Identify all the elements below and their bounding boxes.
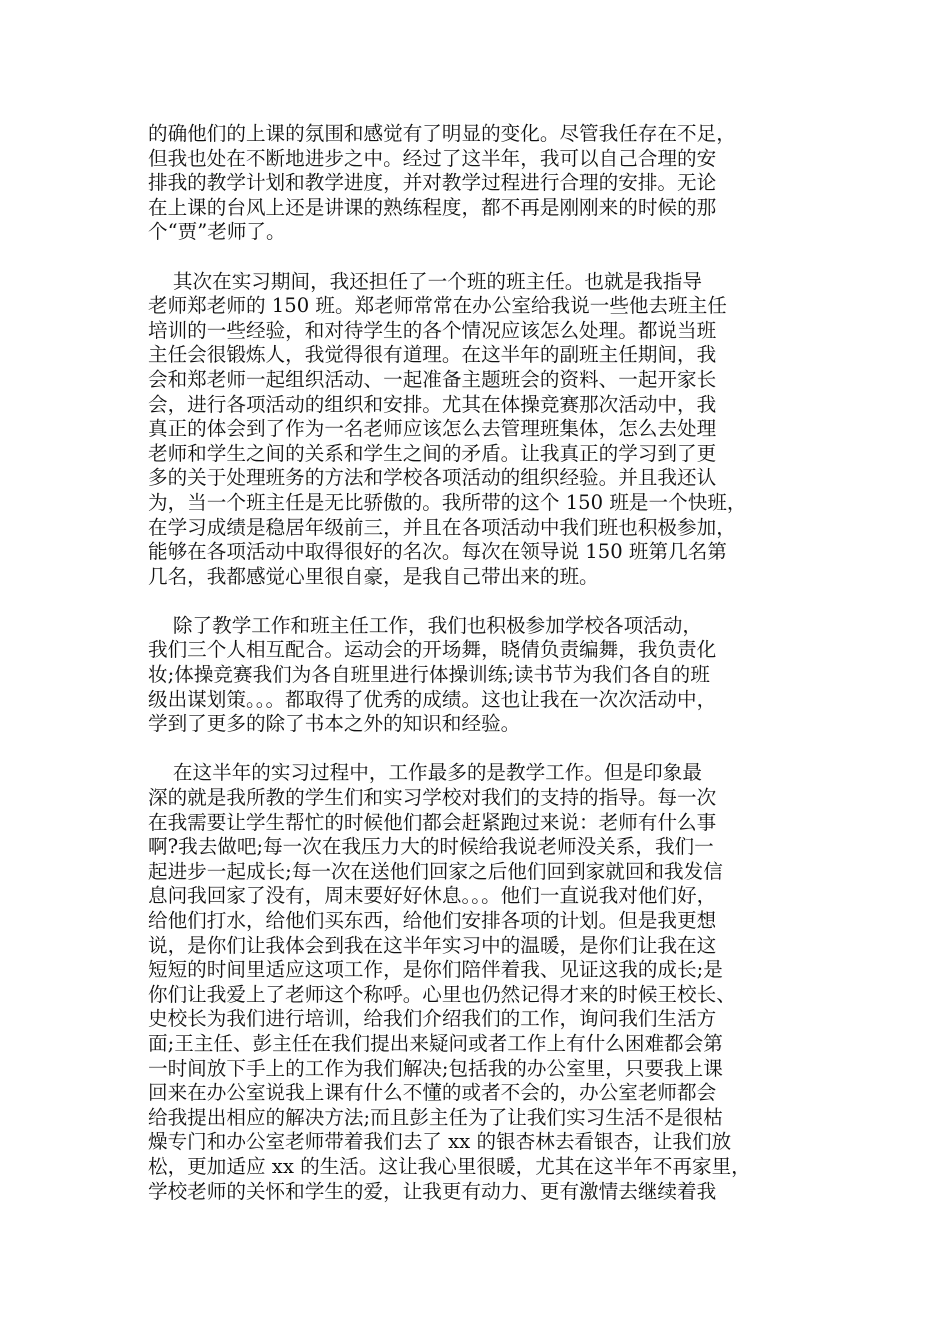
text-line: 学到了更多的除了书本之外的知识和经验。 (148, 712, 521, 736)
text-line: 给他们打水，给他们买东西，给他们安排各项的计划。但是我更想 (148, 909, 717, 932)
text-line: 松，更加适应 xx 的生活。这让我心里很暖，尤其在这半年不再家里， (148, 1154, 751, 1178)
text-line: 培训的一些经验，和对待学生的各个情况应该怎么处理。都说当班 (148, 318, 717, 342)
text-line: 起进步一起成长;每一次在送他们回家之后他们回到家就回和我发信 (148, 859, 723, 883)
paragraph-spacer (148, 737, 820, 762)
text-line: 为，当一个班主任是无比骄傲的。我所带的这个 150 班是一个快班， (148, 490, 747, 514)
text-line: 多的关于处理班务的方法和学校各项活动的组织经验。并且我还认 (148, 466, 717, 490)
text-line: 在我需要让学生帮忙的时候他们都会赶紧跑过来说：老师有什么事 (148, 810, 717, 834)
text-line: 能够在各项活动中取得很好的名次。每次在领导说 150 班第几名第 (148, 540, 727, 564)
text-line: 深的就是我所教的学生们和实习学校对我们的支持的指导。每一次 (148, 786, 717, 810)
text-line: 短短的时间里适应这项工作，是你们陪伴着我、见证这我的成长;是 (148, 958, 723, 982)
text-line: 面;王主任、彭主任在我们提出来疑问或者工作上有什么困难都会第 (148, 1031, 723, 1055)
text-line: 给我提出相应的解决方法;而且彭主任为了让我们实习生活不是很枯 (148, 1105, 723, 1129)
text-line: 一时间放下手上的工作为我们解决;包括我的办公室里，只要我上课 (148, 1056, 723, 1080)
text-line: 个“贾”老师了。 (148, 220, 286, 244)
text-line: 说，是你们让我体会到我在这半年实习中的温暖，是你们让我在这 (148, 933, 717, 957)
text-line: 在学习成绩是稳居年级前三，并且在各项活动中我们班也积极参加， (148, 515, 736, 539)
text-line: 息问我回家了没有，周末要好好休息。。。他们一直说我对他们好， (148, 884, 717, 908)
text-line: 你们让我爱上了老师这个称呼。心里也仍然记得才来的时候王校长、 (148, 982, 736, 1006)
paragraph-2 (148, 270, 820, 590)
text-line: 会，进行各项活动的组织和安排。尤其在体操竞赛那次活动中，我 (148, 392, 717, 416)
text-line: 啊?我去做吧;每一次在我压力大的时候给我说老师没关系，我们一 (148, 835, 714, 859)
text-line: 几名，我都感觉心里很自豪，是我自己带出来的班。 (148, 564, 599, 588)
paragraph-4 (148, 761, 820, 1204)
paragraph-1 (148, 122, 820, 245)
text-line: 回来在办公室说我上课有什么不懂的或者不会的，办公室老师都会 (148, 1081, 717, 1105)
text-line: 的确他们的上课的氛围和感觉有了明显的变化。尽管我任存在不足， (148, 122, 736, 145)
text-line: 燥专门和办公室老师带着我们去了 xx 的银杏林去看银杏，让我们放 (148, 1130, 732, 1154)
paragraph-spacer (148, 589, 820, 614)
paragraph-spacer (148, 245, 820, 270)
text-line: 真正的体会到了作为一名老师应该怎么去管理班集体，怎么去处理 (148, 417, 717, 441)
paragraph-3 (148, 614, 820, 737)
text-line: 会和郑老师一起组织活动、一起准备主题班会的资料、一起开家长 (148, 367, 717, 391)
text-line: 主任会很锻炼人，我觉得很有道理。在这半年的副班主任期间，我 (148, 343, 717, 367)
text-line: 级出谋划策。。。都取得了优秀的成绩。这也让我在一次次活动中， (148, 687, 717, 711)
text-line: 在上课的台风上还是讲课的熟练程度，都不再是刚刚来的时候的那 (148, 195, 717, 219)
text-line: 老师和学生之间的关系和学生之间的矛盾。让我真正的学习到了更 (148, 441, 717, 465)
text-line: 妆;体操竞赛我们为各自班里进行体操训练;读书节为我们各自的班 (148, 663, 710, 687)
text-line: 其次在实习期间，我还担任了一个班的班主任。也就是我指导 (148, 269, 702, 293)
document-body (148, 122, 820, 1204)
text-line: 学校老师的关怀和学生的爱，让我更有动力、更有激情去继续着我 (148, 1179, 717, 1203)
text-line: 排我的教学计划和教学进度，并对教学过程进行合理的安排。无论 (148, 171, 717, 195)
text-line: 我们三个人相互配合。运动会的开场舞，晓倩负责编舞，我负责化 (148, 638, 717, 662)
text-line: 在这半年的实习过程中，工作最多的是教学工作。但是印象最 (148, 761, 702, 785)
text-line: 但我也处在不断地进步之中。经过了这半年，我可以自己合理的安 (148, 146, 717, 170)
text-line: 老师郑老师的 150 班。郑老师常常在办公室给我说一些他去班主任 (148, 294, 727, 318)
text-line: 史校长为我们进行培训，给我们介绍我们的工作，询问我们生活方 (148, 1007, 717, 1031)
text-line: 除了教学工作和班主任工作，我们也积极参加学校各项活动， (148, 613, 702, 637)
